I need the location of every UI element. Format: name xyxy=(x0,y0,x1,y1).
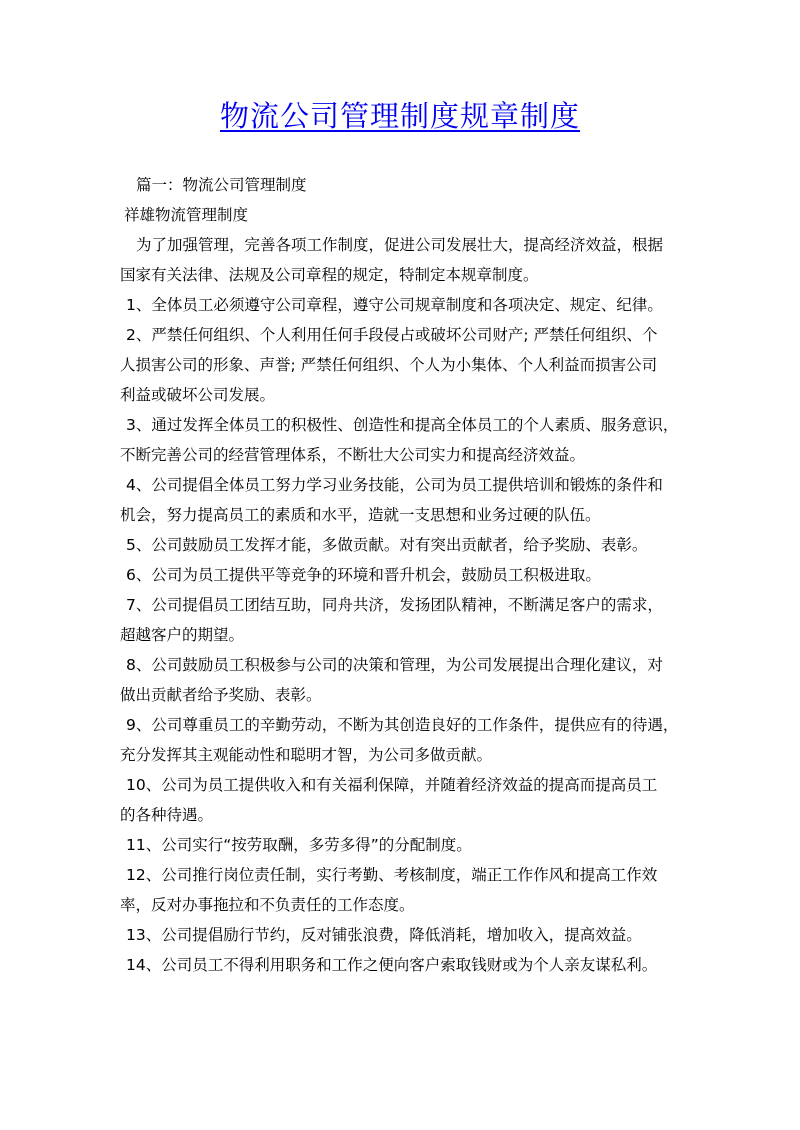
rule-item-line: 1、全体员工必须遵守公司章程，遵守公司规章制度和各项决定、规定、纪律。 xyxy=(126,296,663,314)
rule-item-line: 6、公司为员工提供平等竞争的环境和晋升机会，鼓励员工积极进取。 xyxy=(126,566,601,584)
rule-item xyxy=(120,320,686,410)
rule-item-line: 机会，努力提高员工的素质和水平，造就一支思想和业务过硬的队伍。 xyxy=(120,506,601,524)
document-body xyxy=(120,170,686,980)
rule-item-line: 充分发挥其主观能动性和聪明才智，为公司多做贡献。 xyxy=(120,746,493,764)
intro-paragraph xyxy=(120,230,686,290)
rule-item-line: 2、严禁任何组织、个人利用任何手段侵占或破坏公司财产; 严禁任何组织、个 xyxy=(126,326,658,344)
rule-item-line: 14、公司员工不得利用职务和工作之便向客户索取钱财或为个人亲友谋私利。 xyxy=(126,956,658,974)
rule-item xyxy=(120,770,686,830)
rule-item xyxy=(120,860,686,920)
rule-item-line: 7、公司提倡员工团结互助，同舟共济，发扬团队精神，不断满足客户的需求， xyxy=(126,596,663,614)
rule-item xyxy=(120,650,686,710)
rule-item-line: 8、公司鼓励员工积极参与公司的决策和管理，为公司发展提出合理化建议，对 xyxy=(126,656,663,674)
rule-item-line: 13、公司提倡励行节约，反对铺张浪费，降低消耗，增加收入，提高效益。 xyxy=(126,926,642,944)
rule-item xyxy=(120,560,686,590)
rule-item-line: 率，反对办事拖拉和不负责任的工作态度。 xyxy=(120,896,415,914)
rule-item-line: 超越客户的期望。 xyxy=(120,626,245,644)
rule-item-line: 11、公司实行“按劳取酬，多劳多得”的分配制度。 xyxy=(126,836,472,854)
rule-item-line: 做出贡献者给予奖励、表彰。 xyxy=(120,686,322,704)
rule-item-line: 10、公司为员工提供收入和有关福利保障，并随着经济效益的提高而提高员工 xyxy=(126,776,658,794)
rule-item-line: 12、公司推行岗位责任制，实行考勤、考核制度，端正工作作风和提高工作效 xyxy=(126,866,658,884)
rule-item xyxy=(120,950,686,980)
rule-item-line: 5、公司鼓励员工发挥才能，多做贡献。对有突出贡献者，给予奖励、表彰。 xyxy=(126,536,648,554)
rule-item xyxy=(120,290,686,320)
document-title-link[interactable]: 物流公司管理制度规章制度 xyxy=(219,99,580,133)
intro-line: 国家有关法律、法规及公司章程的规定，特制定本规章制度。 xyxy=(120,266,539,284)
section-heading: 篇一：物流公司管理制度 xyxy=(136,176,307,194)
rule-item xyxy=(120,470,686,530)
rule-item xyxy=(120,710,686,770)
rule-item xyxy=(120,530,686,560)
rule-item-line: 不断完善公司的经营管理体系，不断壮大公司实力和提高经济效益。 xyxy=(120,446,586,464)
rule-item-line: 人损害公司的形象、声誉; 严禁任何组织、个人为小集体、个人利益而损害公司 xyxy=(120,356,658,374)
subheading: 祥雄物流管理制度 xyxy=(124,206,249,224)
rule-item-line: 3、通过发挥全体员工的积极性、创造性和提高全体员工的个人素质、服务意识， xyxy=(126,416,679,434)
rule-list xyxy=(120,290,686,980)
rule-item-line: 利益或破坏公司发展。 xyxy=(120,386,276,404)
rule-item xyxy=(120,920,686,950)
rule-item-line: 4、公司提倡全体员工努力学习业务技能，公司为员工提供培训和锻炼的条件和 xyxy=(126,476,663,494)
intro-line: 为了加强管理，完善各项工作制度，促进公司发展壮大，提高经济效益，根据 xyxy=(136,236,664,254)
rule-item-line: 9、公司尊重员工的辛勤劳动，不断为其创造良好的工作条件，提供应有的待遇， xyxy=(126,716,679,734)
rule-item xyxy=(120,590,686,650)
rule-item xyxy=(120,830,686,860)
rule-item xyxy=(120,410,686,470)
rule-item-line: 的各种待遇。 xyxy=(120,806,214,824)
